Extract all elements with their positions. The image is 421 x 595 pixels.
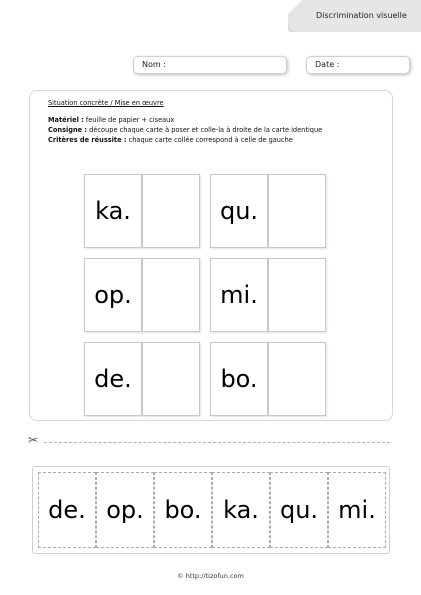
materiel-label: Matériel : — [48, 116, 84, 124]
model-card: qu. — [210, 174, 268, 248]
paste-slot[interactable] — [142, 258, 200, 332]
paste-slot[interactable] — [142, 342, 200, 416]
date-field[interactable]: Date : — [306, 56, 410, 74]
instructions-title: Situation concrète / Mise en œuvre — [48, 99, 164, 107]
model-card: de. — [84, 342, 142, 416]
paste-slot[interactable] — [268, 174, 326, 248]
cut-card[interactable]: mi. — [328, 472, 386, 548]
consigne-text: découpe chaque carte à poser et colle-la à droite de la carte identique — [87, 126, 323, 134]
paste-slot[interactable] — [268, 342, 326, 416]
cut-card[interactable]: op. — [96, 472, 154, 548]
cut-card[interactable]: bo. — [154, 472, 212, 548]
cut-card[interactable]: de. — [38, 472, 96, 548]
model-card: bo. — [210, 342, 268, 416]
criteres-label: Critères de réussite : — [48, 136, 127, 144]
scissors-icon: ✂ — [28, 433, 39, 447]
materiel-line — [48, 116, 174, 124]
name-field[interactable]: Nom : — [133, 56, 287, 74]
model-card: ka. — [84, 174, 142, 248]
criteres-text: chaque carte collée correspond à celle de gauche — [126, 136, 293, 144]
cut-line — [44, 442, 390, 443]
paste-slot[interactable] — [142, 174, 200, 248]
materiel-text: feuille de papier + ciseaux — [83, 116, 175, 124]
header-title: Discrimination visuelle — [316, 11, 407, 20]
criteres-line — [48, 136, 293, 144]
model-card: mi. — [210, 258, 268, 332]
cut-card[interactable]: ka. — [212, 472, 270, 548]
cut-card[interactable]: qu. — [270, 472, 328, 548]
footer-copyright: © http://tizofun.com — [177, 572, 244, 580]
paste-slot[interactable] — [268, 258, 326, 332]
consigne-label: Consigne : — [48, 126, 88, 134]
consigne-line — [48, 126, 322, 134]
model-card: op. — [84, 258, 142, 332]
